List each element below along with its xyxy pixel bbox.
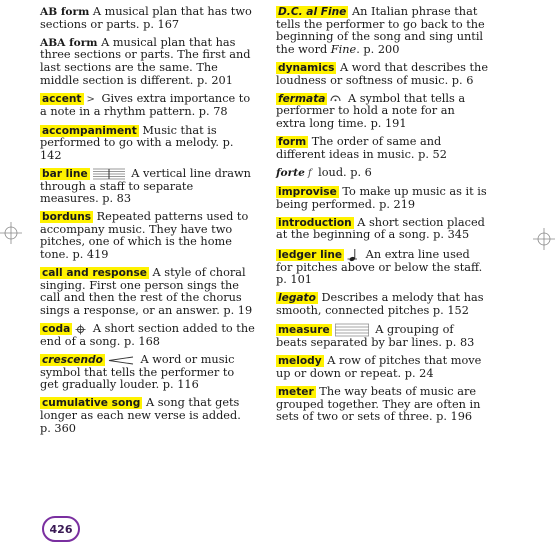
glossary-definition: The order of same and different ideas in music. p. 52 bbox=[276, 135, 447, 161]
glossary-term: introduction bbox=[278, 216, 352, 229]
glossary-entry-dynamics bbox=[276, 62, 488, 87]
glossary-entry-meter bbox=[276, 386, 488, 424]
glossary-definition: A short section added to the end of a song. p. 168 bbox=[40, 322, 255, 348]
glossary-entry-measure bbox=[276, 323, 488, 350]
glossary-entry-crescendo bbox=[40, 354, 255, 392]
coda-symbol-icon bbox=[75, 324, 86, 335]
glossary-term: accent bbox=[42, 92, 82, 105]
glossary-term: forte bbox=[276, 166, 305, 179]
glossary-term: coda bbox=[42, 323, 71, 336]
glossary-term: bar line bbox=[42, 167, 88, 180]
glossary-entry-legato bbox=[276, 292, 488, 317]
glossary-term: accompaniment bbox=[42, 124, 137, 137]
glossary-entry-form bbox=[276, 136, 488, 161]
glossary-term: AB form bbox=[40, 6, 90, 18]
glossary-entry-coda bbox=[40, 323, 255, 348]
bar-line-staff-icon bbox=[93, 168, 125, 180]
glossary-term: borduns bbox=[42, 211, 92, 224]
glossary-definition: A song that gets longer as each new verse is added. p. 360 bbox=[40, 396, 241, 435]
glossary-entry-dc-al-fine bbox=[276, 6, 488, 56]
glossary-definition: A style of choral singing. First one person sings the call and then the rest of the chorus sings a response, or an answer. p. 19 bbox=[40, 266, 253, 318]
glossary-definition: Repeated patterns used to accompany music. They have two pitches, one of which is the home tone. p. 419 bbox=[40, 210, 249, 262]
glossary-term: melody bbox=[278, 355, 322, 368]
glossary-term: form bbox=[278, 136, 307, 149]
glossary-definition: A word or music symbol that tells the performer to get gradually louder. p. 116 bbox=[40, 353, 235, 392]
glossary-entry-introduction bbox=[276, 217, 488, 242]
glossary-entry-bar-line bbox=[40, 168, 255, 206]
glossary-right-column bbox=[276, 6, 488, 430]
glossary-definition: A short section placed at the beginning of a song. p. 345 bbox=[276, 215, 485, 242]
glossary-term: legato bbox=[278, 292, 316, 305]
glossary-term: ABA form bbox=[40, 36, 98, 49]
glossary-definition: loud. p. 6 bbox=[314, 165, 372, 179]
glossary-term: meter bbox=[278, 386, 314, 399]
glossary-definition: A symbol that tells a performer to hold a note for an extra long time. p. 191 bbox=[276, 91, 466, 130]
glossary-term: dynamics bbox=[278, 61, 335, 74]
glossary-definition: To make up music as it is being performed. p. 219 bbox=[276, 185, 487, 211]
glossary-entry-call-and-response bbox=[40, 267, 255, 317]
glossary-definition-end: . p. 200 bbox=[356, 42, 400, 56]
glossary-definition: A musical plan that has three sections or parts. The first and last sections are the same. The middle section is different. p. 201 bbox=[40, 35, 251, 87]
glossary-definition: An extra line used for pitches above or below the staff. p. 101 bbox=[276, 247, 483, 287]
glossary-term: improvise bbox=[278, 186, 337, 199]
crescendo-symbol-icon bbox=[108, 356, 134, 365]
glossary-term: crescendo bbox=[42, 354, 103, 366]
ledger-line-note-icon bbox=[347, 248, 359, 262]
glossary-term: D.C. al Fine bbox=[278, 6, 347, 18]
forte-symbol-icon: f bbox=[307, 167, 312, 179]
glossary-term: ledger line bbox=[278, 248, 343, 261]
glossary-left-column bbox=[40, 6, 255, 441]
registration-mark-left-icon bbox=[0, 222, 22, 244]
glossary-definition: The way beats of music are grouped together. They are often in sets of two or sets of three. p. 196 bbox=[276, 385, 481, 424]
glossary-entry-fermata bbox=[276, 93, 488, 131]
glossary-entry-cumulative-song bbox=[40, 397, 255, 435]
glossary-entry-ledger-line bbox=[276, 248, 488, 287]
glossary-definition: A grouping of beats separated by bar lines. p. 83 bbox=[276, 323, 475, 350]
glossary-entry-accent bbox=[40, 93, 255, 119]
glossary-entry-ab-form bbox=[40, 6, 255, 31]
glossary-definition: A vertical line drawn through a staff to separate measures. p. 83 bbox=[40, 166, 251, 206]
glossary-term: measure bbox=[278, 324, 330, 337]
fermata-symbol-icon bbox=[330, 94, 341, 103]
glossary-entry-aba-form bbox=[40, 37, 255, 87]
glossary-definition-italic: Fine bbox=[330, 42, 357, 56]
glossary-entry-melody bbox=[276, 355, 488, 380]
page-number-badge bbox=[42, 516, 80, 542]
glossary-term: cumulative song bbox=[42, 397, 141, 410]
glossary-definition: A row of pitches that move up or down or repeat. p. 24 bbox=[276, 354, 482, 380]
accent-symbol-icon: > bbox=[86, 93, 95, 105]
glossary-definition: A word that describes the loudness or softness of music. p. 6 bbox=[276, 60, 489, 87]
glossary-entry-borduns bbox=[40, 211, 255, 261]
glossary-entry-accompaniment bbox=[40, 125, 255, 163]
glossary-definition: A musical plan that has two sections or parts. p. 167 bbox=[40, 5, 252, 31]
page-number: 426 bbox=[49, 522, 73, 536]
glossary-definition: Music that is performed to go with a melody. p. 142 bbox=[40, 123, 234, 162]
glossary-entry-forte bbox=[276, 167, 488, 181]
measure-staff-icon bbox=[335, 323, 369, 337]
glossary-definition: An Italian phrase that tells the performer to go back to the beginning of the song and sing until the word bbox=[276, 5, 485, 56]
glossary-term: call and response bbox=[42, 267, 147, 280]
glossary-definition: Gives extra importance to a note in a rhythm pattern. p. 78 bbox=[40, 91, 251, 119]
glossary-term: fermata bbox=[278, 92, 326, 105]
glossary-entry-improvise bbox=[276, 186, 488, 211]
registration-mark-right-icon bbox=[533, 228, 555, 250]
glossary-definition: Describes a melody that has smooth, connected pitches p. 152 bbox=[276, 291, 484, 318]
